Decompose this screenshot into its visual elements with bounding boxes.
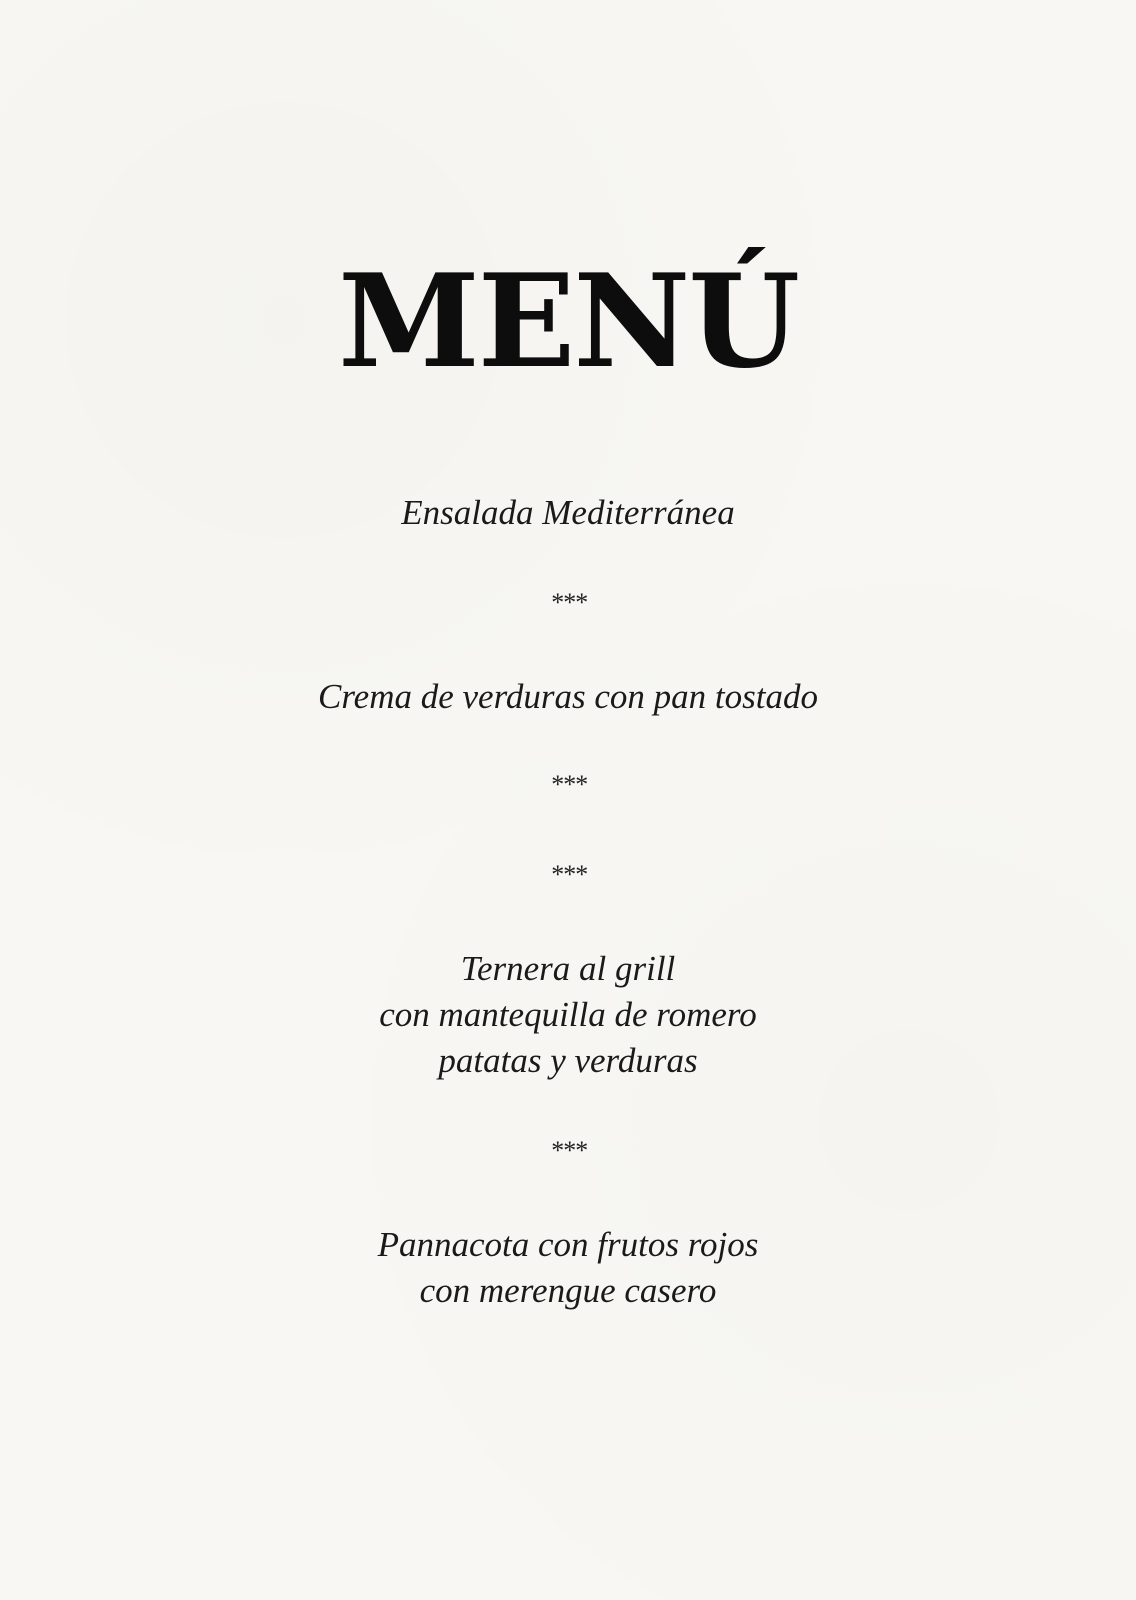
course-line: patatas y verduras — [438, 1041, 698, 1080]
separator: *** — [550, 588, 586, 617]
course-line: Pannacota con frutos rojos — [377, 1225, 759, 1264]
course-line: Crema de verduras con pan tostado — [318, 677, 818, 716]
course-line: Ensalada Mediterránea — [401, 493, 735, 532]
course-starter — [0, 490, 1136, 536]
course-soup — [0, 674, 1136, 720]
course-line: con merengue casero — [419, 1271, 717, 1310]
separator: *** — [550, 770, 586, 799]
course-line: con mantequilla de romero — [379, 995, 757, 1034]
course-dessert — [0, 1222, 1136, 1314]
course-main — [0, 946, 1136, 1084]
course-line: Ternera al grill — [460, 949, 676, 988]
separator: *** — [550, 1136, 586, 1165]
separator: *** — [550, 860, 586, 889]
menu-title: MENÚ — [338, 247, 798, 397]
